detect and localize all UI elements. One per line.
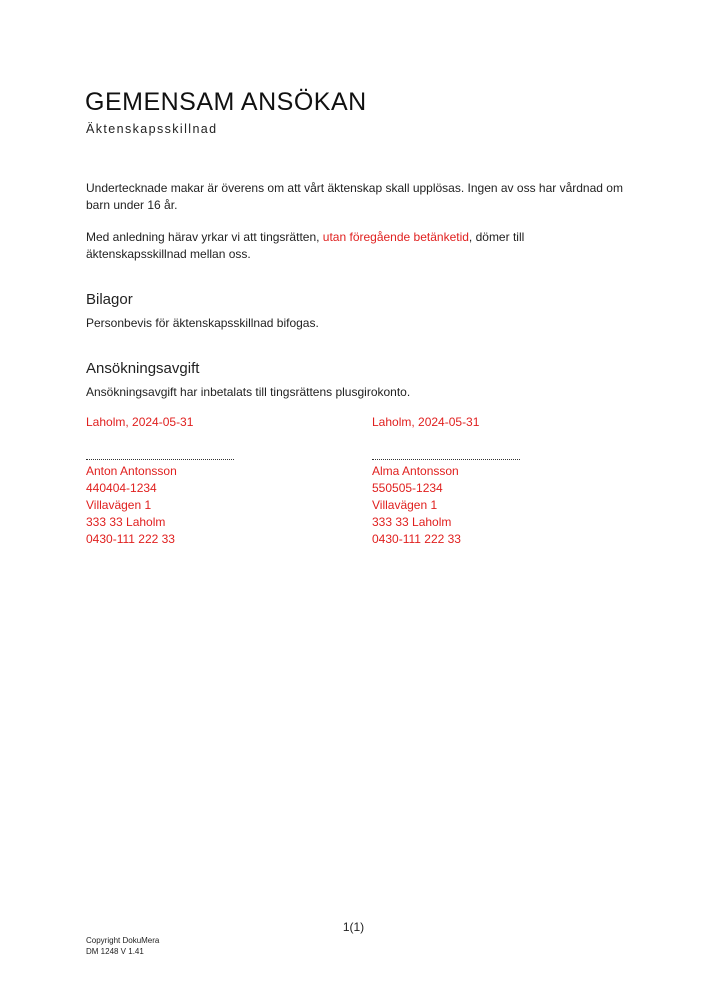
phone-number: 0430-111 222 33 xyxy=(86,532,175,546)
signature-line xyxy=(86,451,234,460)
postal-address: 333 33 Laholm xyxy=(372,515,452,529)
copyright-text: Copyright DokuMera xyxy=(86,936,160,945)
place-date: Laholm, 2024-05-31 xyxy=(86,415,194,429)
paragraph-request xyxy=(86,229,626,263)
place-date: Laholm, 2024-05-31 xyxy=(372,415,480,429)
signatory-1 xyxy=(86,414,306,548)
paragraph-agreement: Undertecknade makar är överens om att vårt äktenskap skall upplösas. Ingen av oss har vårdnad om barn under 16 år. xyxy=(86,181,623,212)
signatory-name: Anton Antonsson xyxy=(86,464,177,478)
attachments-heading: Bilagor xyxy=(86,291,133,308)
request-highlight: utan föregående betänketid xyxy=(322,230,469,244)
request-text-end: , dömer till äktenskapsskillnad mellan oss. xyxy=(86,230,525,261)
street-address: Villavägen 1 xyxy=(86,498,152,512)
street-address: Villavägen 1 xyxy=(372,498,438,512)
phone-number: 0430-111 222 33 xyxy=(372,532,461,546)
page-number: 1(1) xyxy=(342,920,365,934)
signatory-details xyxy=(372,463,592,548)
fee-heading: Ansökningsavgift xyxy=(86,360,200,377)
request-text-start: Med anledning härav yrkar vi att tingsrätten, xyxy=(86,230,323,244)
version-text: DM 1248 V 1.41 xyxy=(86,946,144,956)
document-title: GEMENSAM ANSÖKAN xyxy=(85,88,367,116)
document-subtitle: Äktenskapsskillnad xyxy=(86,122,218,136)
postal-address: 333 33 Laholm xyxy=(86,515,166,529)
fee-text: Ansökningsavgift har inbetalats till tingsrättens plusgirokonto. xyxy=(86,385,411,399)
signatory-name: Alma Antonsson xyxy=(372,464,459,478)
signature-line xyxy=(372,451,520,460)
attachments-text: Personbevis för äktenskapsskillnad bifogas. xyxy=(86,316,319,330)
signatory-details xyxy=(86,463,306,548)
signatory-2 xyxy=(372,414,592,548)
footer xyxy=(86,936,159,957)
personal-number: 550505-1234 xyxy=(372,481,443,495)
personal-number: 440404-1234 xyxy=(86,481,157,495)
